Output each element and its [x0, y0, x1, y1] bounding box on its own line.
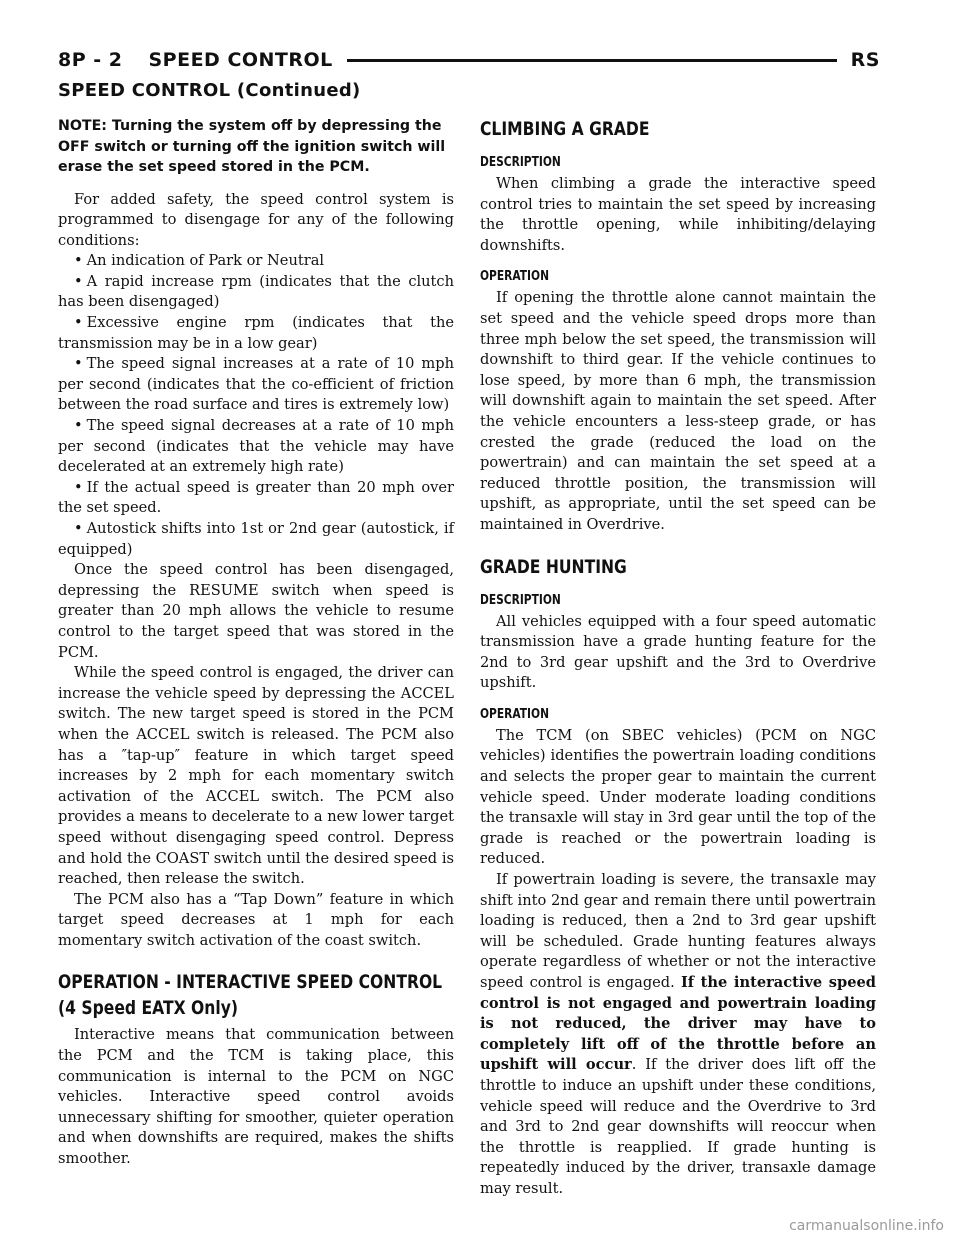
header-rule	[347, 59, 837, 62]
paragraph: The PCM also has a “Tap Down” feature in which target speed decreases at 1 mph for each momentary switch activation of the coast switch.	[58, 890, 454, 949]
watermark: carmanualsonline.info	[789, 1218, 944, 1234]
section-heading: GRADE HUNTING	[480, 555, 627, 578]
paragraph: Once the speed control has been disengaged, depressing the RESUME switch when speed is greater than 20 mph allows the vehicle to resume control to the target speed that was stored in the PCM.	[58, 561, 454, 661]
continued-title: SPEED CONTROL (Continued)	[58, 80, 361, 101]
left-column	[58, 116, 454, 1170]
paragraph: If opening the throttle alone cannot maintain the set speed and the vehicle speed drops more than three mph below the set speed, the transmission will downshift to third gear. If the vehicle continues to lose speed, by more than 6 mph, the transmission will downshift again to maintain the set speed. After the vehicle encounters a less-steep grade, or has crested the grade (reduced the load on the powertrain) and can maintain the set speed at a reduced throttle position, the transmission will upshift, as appropriate, until the set speed can be maintained in Overdrive.	[480, 289, 876, 533]
bullet-icon: •	[74, 417, 83, 435]
bullet-item: • If the actual speed is greater than 20 mph over the set speed.	[58, 478, 454, 517]
bullet-item: • A rapid increase rpm (indicates that the clutch has been disengaged)	[58, 272, 454, 311]
bullet-item: • Excessive engine rpm (indicates that the transmission may be in a low gear)	[58, 314, 454, 352]
bullet-icon: •	[74, 478, 83, 496]
bullet-icon: •	[74, 272, 83, 290]
right-column	[480, 116, 876, 1200]
section-heading: OPERATION - INTERACTIVE SPEED CONTROL	[58, 971, 443, 994]
section-heading: (4 Speed EATX Only)	[58, 997, 238, 1020]
subheading: OPERATION	[480, 706, 550, 722]
section-heading: CLIMBING A GRADE	[480, 118, 650, 140]
page-header	[58, 48, 880, 72]
subheading: DESCRIPTION	[480, 155, 561, 170]
paragraph: For added safety, the speed control system is programmed to disengage for any of the following conditions:	[58, 190, 454, 249]
bullet-icon: •	[74, 355, 83, 373]
bullet-icon: •	[74, 314, 83, 332]
subheading: DESCRIPTION	[480, 592, 561, 608]
page-number: 8P - 2	[58, 49, 123, 71]
paragraph: The TCM (on SBEC vehicles) (PCM on NGC vehicles) identifies the powertrain loading conditions and selects the proper gear to maintain the current vehicle speed. Under moderate loading conditions the transaxle will stay in 3rd gear until the top of the grade is reached or the powertrain loading is reduced.	[480, 726, 876, 868]
bullet-icon: •	[74, 252, 83, 270]
paragraph: When climbing a grade the interactive speed control tries to maintain the set speed by increasing the throttle opening, while inhibiting/delaying downshifts.	[480, 175, 876, 254]
bullet-icon: •	[74, 520, 83, 537]
paragraph: All vehicles equipped with a four speed automatic transmission have a grade hunting feature for the 2nd to 3rd gear upshift and the 3rd to Overdrive upshift.	[480, 612, 876, 692]
bullet-item: • An indication of Park or Neutral	[74, 252, 325, 270]
bullet-item: • The speed signal decreases at a rate of 10 mph per second (indicates that the vehicle may have decelerated at an extremely high rate)	[58, 417, 454, 476]
model-code: RS	[850, 49, 880, 71]
paragraph: Interactive means that communication between the PCM and the TCM is taking place, this communication is internal to the PCM on NGC vehicles. Interactive speed control avoids unnecessary shifting for smoother, quieter operation and when downshifts are required, makes the shifts smoother.	[58, 1026, 454, 1168]
paragraph: If powertrain loading is severe, the transaxle may shift into 2nd gear and remain there until powertrain loading is reduced, then a 2nd to 3rd gear upshift will be scheduled. Grade hunting features always operate regardless of whether or not the interactive speed control is engaged. If the interactive speed control is not engaged and powertrain loading is not reduced, the driver may have to completely lift off of the throttle before an upshift will occur. If the driver does lift off the throttle to induce an upshift under these conditions, vehicle speed will reduce and the Overdrive to 3rd and 3rd to 2nd gear downshifts will reoccur when the throttle is reapplied. If grade hunting is repeatedly induced by the driver, transaxle damage may result.	[480, 871, 876, 1197]
subheading: OPERATION	[480, 269, 550, 285]
bullet-item: • The speed signal increases at a rate of 10 mph per second (indicates that the co-efficient of friction between the road surface and tires is extremely low)	[58, 355, 454, 414]
section-title: SPEED CONTROL	[148, 49, 333, 71]
paragraph: While the speed control is engaged, the driver can increase the vehicle speed by depressing the ACCEL switch. The new target speed is stored in the PCM when the ACCEL switch is released. The PCM also has a ″tap-up″ feature in which target speed increases by 2 mph for each momentary switch activation of the ACCEL switch. The PCM also provides a means to decelerate to a new lower target speed without disengaging speed control. Depress and hold the COAST switch until the desired speed is reached, then release the switch.	[58, 664, 454, 888]
bold-warning: If the interactive speed control is not engaged and powertrain loading is not reduced, the driver may have to completely lift off of the throttle before an upshift will occur	[480, 974, 876, 1074]
bullet-item: • Autostick shifts into 1st or 2nd gear (autostick, if equipped)	[58, 520, 454, 558]
note-paragraph: NOTE: Turning the system off by depressing the OFF switch or turning off the ignition switch will erase the set speed stored in the PCM.	[58, 118, 446, 175]
